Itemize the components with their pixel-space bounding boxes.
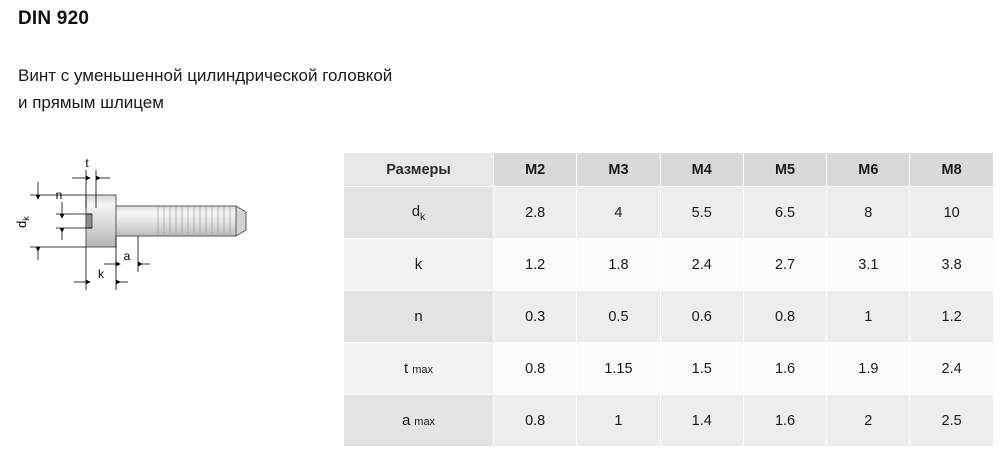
drawing-label-dk: $d_k$ xyxy=(14,216,31,228)
cell-a-m3: 1 xyxy=(577,395,660,447)
cell-n-m6: 1 xyxy=(827,291,910,343)
cell-n-m2: 0.3 xyxy=(494,291,577,343)
cell-a-m5: 1.6 xyxy=(743,395,826,447)
cell-n-m5: 0.8 xyxy=(743,291,826,343)
table-row xyxy=(344,395,994,447)
cell-t-m2: 0.8 xyxy=(494,343,577,395)
cell-dk-m8: 10 xyxy=(910,187,993,239)
cell-dk-m6: 8 xyxy=(827,187,910,239)
row-label-a-main: a xyxy=(401,412,411,429)
row-label-t-note: max xyxy=(412,364,433,376)
column-header-m6: M6 xyxy=(827,153,910,187)
drawing-label-a: a xyxy=(123,249,131,263)
cell-t-m4: 1.5 xyxy=(660,343,743,395)
row-label-k-main: k xyxy=(414,256,423,273)
screw-head-shape xyxy=(86,195,116,247)
cell-t-m6: 1.9 xyxy=(827,343,910,395)
subtitle-line-2: и прямым шлицем xyxy=(18,93,164,112)
screw-technical-drawing xyxy=(8,150,328,315)
cell-dk-m2: 2.8 xyxy=(494,187,577,239)
cell-a-m2: 0.8 xyxy=(494,395,577,447)
cell-t-m8: 2.4 xyxy=(910,343,993,395)
dimensions-table xyxy=(343,152,994,447)
cell-n-m3: 0.5 xyxy=(577,291,660,343)
drawing-label-k: k xyxy=(98,267,104,281)
drawing-label-t: t xyxy=(85,156,89,170)
table-header-row xyxy=(344,153,994,187)
column-header-m4: M4 xyxy=(660,153,743,187)
cell-dk-m3: 4 xyxy=(577,187,660,239)
cell-k-m2: 1.2 xyxy=(494,239,577,291)
cell-a-m4: 1.4 xyxy=(660,395,743,447)
column-header-sizes: Размеры xyxy=(344,153,494,187)
screw-shaft-shape xyxy=(116,206,246,236)
table-row xyxy=(344,187,994,239)
dimensions-table-wrapper xyxy=(343,152,993,447)
row-label-t-max xyxy=(344,343,494,395)
cell-k-m8: 3.8 xyxy=(910,239,993,291)
cell-a-m6: 2 xyxy=(827,395,910,447)
row-label-dk xyxy=(344,187,494,239)
table-row xyxy=(344,291,994,343)
row-label-n-main: n xyxy=(414,308,423,325)
page-subtitle xyxy=(18,62,578,116)
drawing-label-n: n xyxy=(55,188,63,202)
subtitle-line-1: Винт с уменьшенной цилиндрической головкой xyxy=(18,66,393,85)
table-row xyxy=(344,239,994,291)
column-header-m2: M2 xyxy=(494,153,577,187)
table-row xyxy=(344,343,994,395)
cell-dk-m5: 6.5 xyxy=(743,187,826,239)
row-label-n xyxy=(344,291,494,343)
cell-n-m4: 0.6 xyxy=(660,291,743,343)
cell-t-m5: 1.6 xyxy=(743,343,826,395)
cell-dk-m4: 5.5 xyxy=(660,187,743,239)
cell-k-m6: 3.1 xyxy=(827,239,910,291)
cell-n-m8: 1.2 xyxy=(910,291,993,343)
column-header-m8: M8 xyxy=(910,153,993,187)
cell-k-m5: 2.7 xyxy=(743,239,826,291)
column-header-m3: M3 xyxy=(577,153,660,187)
page-title: DIN 920 xyxy=(18,8,90,29)
cell-t-m3: 1.15 xyxy=(577,343,660,395)
cell-k-m4: 2.4 xyxy=(660,239,743,291)
table-header xyxy=(344,153,994,187)
row-label-dk-sub: k xyxy=(420,210,426,223)
row-label-a-note: max xyxy=(414,416,436,428)
table-body xyxy=(344,187,994,447)
row-label-k xyxy=(344,239,494,291)
cell-a-m8: 2.5 xyxy=(910,395,993,447)
row-label-a-max xyxy=(344,395,494,447)
row-label-t-main: t xyxy=(404,360,409,377)
cell-k-m3: 1.8 xyxy=(577,239,660,291)
column-header-m5: M5 xyxy=(743,153,826,187)
row-label-dk-main: d xyxy=(411,202,421,220)
